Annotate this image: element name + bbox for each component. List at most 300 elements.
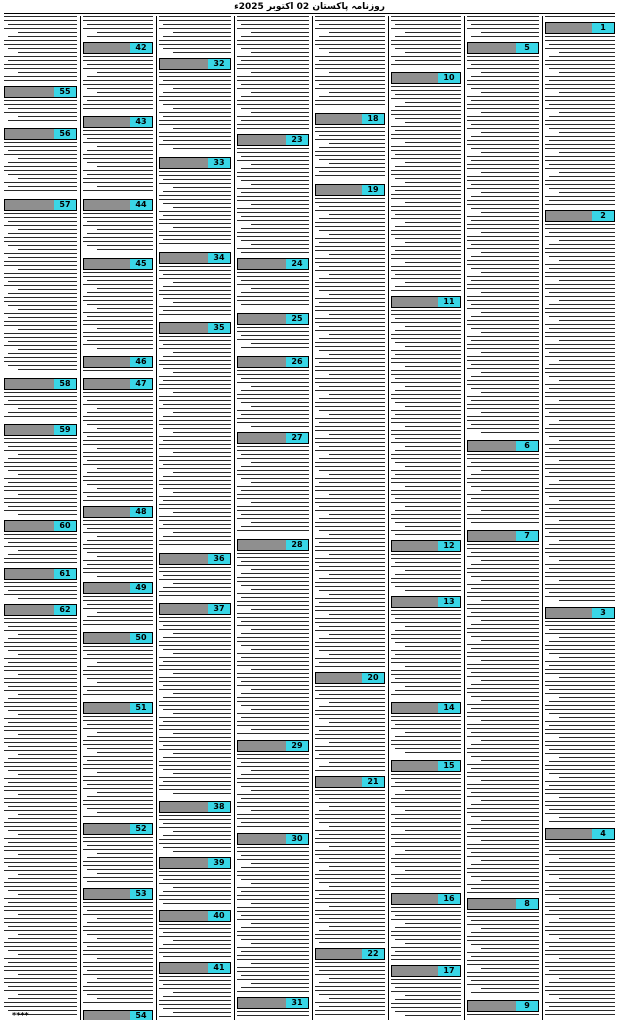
text-line xyxy=(549,922,615,923)
text-line xyxy=(18,269,77,270)
text-line xyxy=(545,890,615,891)
notice-number: 18 xyxy=(362,114,384,124)
text-line xyxy=(481,152,539,153)
notice-53-tag xyxy=(83,888,153,900)
text-line xyxy=(329,826,385,827)
text-line xyxy=(391,270,461,271)
notice-number: 26 xyxy=(286,357,308,367)
text-line xyxy=(237,617,309,618)
text-line xyxy=(315,366,385,367)
text-line xyxy=(315,910,385,911)
notice-label-bar xyxy=(238,314,286,324)
notice-22-tag xyxy=(315,948,385,960)
text-line xyxy=(395,574,461,575)
text-line xyxy=(545,84,615,85)
text-line xyxy=(545,906,615,907)
text-line xyxy=(83,190,153,191)
text-line xyxy=(545,156,615,157)
text-line xyxy=(159,936,231,937)
text-line xyxy=(405,202,461,203)
text-line xyxy=(405,122,461,123)
text-line xyxy=(4,594,77,595)
text-line xyxy=(83,134,153,135)
text-line xyxy=(8,341,77,342)
text-line xyxy=(315,318,385,319)
text-line xyxy=(83,596,153,597)
notice-36-tag xyxy=(159,553,231,565)
notice-40-tag xyxy=(159,910,231,922)
text-line xyxy=(83,914,153,915)
text-line xyxy=(405,995,461,996)
notice-29-tag xyxy=(237,740,309,752)
text-line xyxy=(83,396,153,397)
text-line xyxy=(18,854,77,855)
text-line xyxy=(329,52,385,53)
text-line xyxy=(467,912,539,913)
text-line xyxy=(237,733,309,734)
text-line xyxy=(467,494,539,495)
text-line xyxy=(159,843,231,844)
text-line xyxy=(545,548,615,549)
text-line xyxy=(4,646,77,647)
text-line xyxy=(4,462,77,463)
notice-number: 51 xyxy=(130,703,152,713)
text-line xyxy=(391,530,461,531)
text-line xyxy=(471,244,539,245)
text-line xyxy=(559,540,615,541)
text-line xyxy=(329,762,385,763)
text-line xyxy=(237,56,309,57)
text-line xyxy=(159,952,231,953)
text-line xyxy=(391,518,461,519)
text-line xyxy=(241,822,309,823)
text-line xyxy=(391,935,461,936)
text-line xyxy=(159,408,231,409)
text-line xyxy=(315,986,385,987)
text-line xyxy=(545,248,615,249)
notice-text-block xyxy=(83,716,153,821)
text-line xyxy=(237,232,309,233)
text-line xyxy=(4,285,77,286)
text-line xyxy=(237,847,309,848)
notice-number: 52 xyxy=(130,824,152,834)
notice-text-block xyxy=(545,842,615,1020)
notice-label-bar xyxy=(468,441,516,451)
text-line xyxy=(559,72,615,73)
text-line xyxy=(237,196,309,197)
text-line xyxy=(481,988,539,989)
text-line xyxy=(237,486,309,487)
text-line xyxy=(315,226,385,227)
text-line xyxy=(83,392,153,393)
text-line xyxy=(241,798,309,799)
text-line xyxy=(83,624,153,625)
text-line xyxy=(237,68,309,69)
text-line xyxy=(467,104,539,105)
notice-label-bar xyxy=(5,605,54,615)
text-line xyxy=(83,926,153,927)
text-line xyxy=(237,172,309,173)
notice-text-block xyxy=(159,617,231,799)
text-line xyxy=(545,914,615,915)
text-line xyxy=(391,959,461,960)
text-line xyxy=(467,348,539,349)
text-line xyxy=(545,801,615,802)
text-line xyxy=(97,348,153,349)
text-line xyxy=(467,120,539,121)
text-line xyxy=(405,686,461,687)
notice-label-bar xyxy=(5,129,54,139)
text-line xyxy=(481,840,539,841)
notice-label-bar xyxy=(316,185,362,195)
text-line xyxy=(237,474,309,475)
text-line xyxy=(83,142,153,143)
notice-text-block xyxy=(159,815,231,855)
text-line xyxy=(467,868,539,869)
text-line xyxy=(159,424,231,425)
notice-text-block xyxy=(159,16,231,56)
text-line xyxy=(237,458,309,459)
text-line xyxy=(4,357,77,358)
text-line xyxy=(97,682,153,683)
text-line xyxy=(237,907,309,908)
text-line xyxy=(549,665,615,666)
text-line xyxy=(467,260,539,261)
text-line xyxy=(467,80,539,81)
text-line xyxy=(83,217,153,218)
text-line xyxy=(18,974,77,975)
text-line xyxy=(545,444,615,445)
text-line xyxy=(251,52,309,53)
text-line xyxy=(8,962,77,963)
notice-59-tag xyxy=(4,424,77,436)
text-line xyxy=(391,614,461,615)
text-line xyxy=(83,740,153,741)
text-line xyxy=(237,697,309,698)
text-line xyxy=(4,898,77,899)
text-line xyxy=(315,714,385,715)
text-line xyxy=(559,958,615,959)
text-line xyxy=(159,777,231,778)
notice-11-tag xyxy=(391,296,461,308)
text-line xyxy=(241,228,309,229)
text-line xyxy=(315,630,385,631)
text-line xyxy=(159,540,231,541)
text-line xyxy=(319,858,385,859)
notice-text-block xyxy=(83,130,153,197)
text-line xyxy=(173,532,231,533)
text-line xyxy=(391,558,461,559)
text-line xyxy=(4,990,77,991)
notice-number: 59 xyxy=(54,425,76,435)
text-line xyxy=(391,740,461,741)
text-line xyxy=(315,818,385,819)
text-line xyxy=(163,847,231,848)
text-line xyxy=(545,432,615,433)
text-line xyxy=(251,204,309,205)
text-line xyxy=(395,474,461,475)
text-line xyxy=(471,184,539,185)
text-line xyxy=(395,390,461,391)
text-line xyxy=(97,792,153,793)
text-line xyxy=(545,96,615,97)
notice-text-block xyxy=(467,56,539,438)
text-line xyxy=(391,290,461,291)
text-line xyxy=(241,867,309,868)
text-line xyxy=(8,36,77,37)
text-line xyxy=(237,557,309,558)
text-line xyxy=(467,712,539,713)
text-line xyxy=(4,718,77,719)
text-line xyxy=(467,772,539,773)
text-line xyxy=(315,486,385,487)
text-line xyxy=(545,468,615,469)
text-line xyxy=(549,641,615,642)
text-line xyxy=(83,930,153,931)
text-line xyxy=(471,804,539,805)
text-line xyxy=(173,187,231,188)
text-line xyxy=(237,530,309,531)
text-line xyxy=(549,316,615,317)
text-line xyxy=(159,348,231,349)
text-line xyxy=(4,670,77,671)
text-line xyxy=(329,474,385,475)
text-line xyxy=(545,184,615,185)
text-line xyxy=(549,304,615,305)
text-line xyxy=(18,674,77,675)
text-line xyxy=(241,585,309,586)
text-line xyxy=(395,342,461,343)
text-line xyxy=(471,304,539,305)
text-line xyxy=(237,959,309,960)
text-line xyxy=(467,812,539,813)
text-line xyxy=(163,879,231,880)
text-line xyxy=(481,880,539,881)
text-line xyxy=(319,590,385,591)
text-line xyxy=(545,224,615,225)
text-line xyxy=(237,577,309,578)
text-line xyxy=(8,174,77,175)
text-line xyxy=(315,922,385,923)
text-line xyxy=(83,480,153,481)
text-line xyxy=(173,207,231,208)
text-line xyxy=(159,883,231,884)
text-line xyxy=(8,722,77,723)
text-line xyxy=(329,494,385,495)
text-line xyxy=(4,790,77,791)
text-line xyxy=(549,80,615,81)
notice-32-tag xyxy=(159,58,231,70)
text-line xyxy=(159,16,231,17)
text-line xyxy=(395,782,461,783)
text-line xyxy=(4,762,77,763)
text-line xyxy=(329,926,385,927)
text-line xyxy=(237,446,309,447)
text-line xyxy=(391,470,461,471)
text-line xyxy=(319,36,385,37)
text-line xyxy=(18,514,77,515)
text-line xyxy=(83,560,153,561)
notice-39-tag xyxy=(159,857,231,869)
text-line xyxy=(391,458,461,459)
text-line xyxy=(241,657,309,658)
text-line xyxy=(391,798,461,799)
text-line xyxy=(549,862,615,863)
text-line xyxy=(391,554,461,555)
text-line xyxy=(173,372,231,373)
text-line xyxy=(237,64,309,65)
notice-6-tag xyxy=(467,440,539,452)
text-line xyxy=(4,822,77,823)
text-line xyxy=(559,152,615,153)
text-line xyxy=(481,680,539,681)
text-line xyxy=(4,44,77,45)
text-line xyxy=(391,430,461,431)
text-line xyxy=(237,613,309,614)
text-line xyxy=(559,240,615,241)
text-line xyxy=(237,895,309,896)
text-line xyxy=(237,991,309,992)
column-1 xyxy=(543,16,617,1020)
notice-label-bar xyxy=(84,507,130,517)
notice-number: 17 xyxy=(438,966,460,976)
text-line xyxy=(315,606,385,607)
text-line xyxy=(159,819,231,820)
text-line xyxy=(315,642,385,643)
notice-text-block xyxy=(315,198,385,670)
text-line xyxy=(8,626,77,627)
notice-label-bar xyxy=(238,357,286,367)
text-line xyxy=(315,850,385,851)
text-line xyxy=(315,1002,385,1003)
text-line xyxy=(315,830,385,831)
notice-label-bar xyxy=(392,597,438,607)
text-line xyxy=(241,927,309,928)
text-line xyxy=(315,890,385,891)
notice-text-block xyxy=(159,567,231,601)
text-line xyxy=(4,846,77,847)
text-line xyxy=(241,156,309,157)
text-line xyxy=(315,610,385,611)
text-line xyxy=(8,638,77,639)
text-line xyxy=(545,396,615,397)
text-line xyxy=(405,752,461,753)
text-line xyxy=(237,778,309,779)
text-line xyxy=(83,80,153,81)
notice-number: 61 xyxy=(54,569,76,579)
text-line xyxy=(8,60,77,61)
text-line xyxy=(237,601,309,602)
notice-number: 55 xyxy=(54,87,76,97)
text-line xyxy=(83,816,153,817)
text-line xyxy=(559,380,615,381)
text-line xyxy=(319,24,385,25)
text-line xyxy=(559,280,615,281)
text-line xyxy=(549,292,615,293)
text-line xyxy=(549,761,615,762)
notice-text-block xyxy=(83,392,153,504)
text-line xyxy=(471,768,539,769)
text-line xyxy=(391,638,461,639)
notice-number: 10 xyxy=(438,73,460,83)
text-line xyxy=(97,732,153,733)
text-line xyxy=(4,778,77,779)
notice-label-bar xyxy=(546,829,592,839)
text-line xyxy=(545,950,615,951)
text-line xyxy=(319,518,385,519)
text-line xyxy=(391,350,461,351)
notice-label-bar xyxy=(392,541,438,551)
text-line xyxy=(237,28,309,29)
text-line xyxy=(559,500,615,501)
text-line xyxy=(83,312,153,313)
text-line xyxy=(8,470,77,471)
text-line xyxy=(83,104,153,105)
text-line xyxy=(549,809,615,810)
text-line xyxy=(319,754,385,755)
text-line xyxy=(559,797,615,798)
text-line xyxy=(83,225,153,226)
text-line xyxy=(545,846,615,847)
text-line xyxy=(549,188,615,189)
notice-label-bar xyxy=(316,949,362,959)
text-line xyxy=(549,701,615,702)
text-line xyxy=(315,710,385,711)
notice-number: 32 xyxy=(208,59,230,69)
text-line xyxy=(237,782,309,783)
text-line xyxy=(159,571,231,572)
text-line xyxy=(549,532,615,533)
text-line xyxy=(83,272,153,273)
text-line xyxy=(467,140,539,141)
text-line xyxy=(395,36,461,37)
text-line xyxy=(159,132,231,133)
text-line xyxy=(87,748,153,749)
text-line xyxy=(391,622,461,623)
text-line xyxy=(83,600,153,601)
text-line xyxy=(391,502,461,503)
notice-50-tag xyxy=(83,632,153,644)
text-line xyxy=(8,686,77,687)
text-line xyxy=(251,164,309,165)
text-line xyxy=(315,522,385,523)
text-line xyxy=(467,1014,539,1015)
notice-text-block xyxy=(83,646,153,700)
text-line xyxy=(4,478,77,479)
notice-label-bar xyxy=(160,59,208,69)
notice-label-bar xyxy=(84,43,130,53)
text-line xyxy=(315,104,385,105)
text-line xyxy=(315,646,385,647)
text-line xyxy=(545,854,615,855)
text-line xyxy=(83,420,153,421)
text-line xyxy=(545,882,615,883)
text-line xyxy=(237,20,309,21)
text-line xyxy=(319,626,385,627)
notice-number: 14 xyxy=(438,703,460,713)
text-line xyxy=(173,392,231,393)
text-line xyxy=(251,112,309,113)
text-line xyxy=(481,560,539,561)
text-line xyxy=(251,729,309,730)
notice-number: 39 xyxy=(208,858,230,868)
text-line xyxy=(4,726,77,727)
notice-text-block xyxy=(391,979,461,1020)
text-line xyxy=(467,548,539,549)
text-line xyxy=(163,428,231,429)
text-line xyxy=(315,1010,385,1011)
notice-4-tag xyxy=(545,828,615,840)
